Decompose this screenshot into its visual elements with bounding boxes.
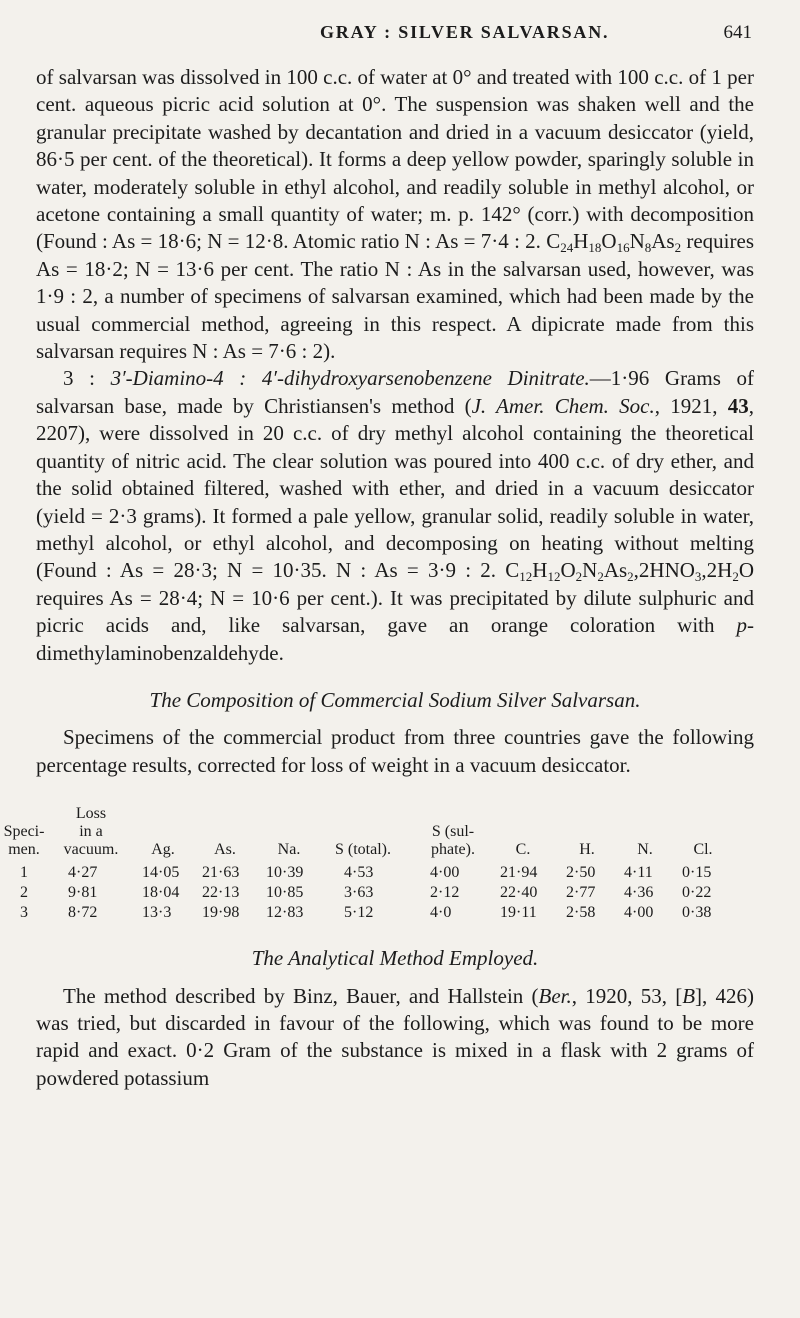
column-header: H. [579,841,595,859]
table-row: 3 8·72 13·3 19·98 12·83 5·12 4·0 19·11 2·58 4·00 0·38 [20,904,712,922]
column-header: N. [637,841,653,859]
paragraph-analytical: The method described by Binz, Bauer, and Hallstein (Ber., 1920, 53, [B], 426) was tried, but discarded in favour of the following, which was found to be more rapid and exact. 0·2 Gram of the substance is mixed in a flask with 2 grams of powdered potassium [36,983,754,1090]
compound-name: 3′-Diamino-4 : 4′-dihydroxyarsenobenzene Dinitrate. [110,366,590,391]
column-header: S (total). [335,841,391,859]
paragraph-dinitrate: 3 : 3′-Diamino-4 : 4′-dihydroxyarsenobenzene Dinitrate.—1·96 Grams of salvarsan base, made by Christiansen's method (J. Amer. Chem. Soc., 1921, 43, 2207), were dissolved in 20 c.c. of dry methyl alcohol containing the theoretical quantity of nitric acid. The clear solution was poured into 400 c.c. of dry ether, and the solid obtained filtered, washed with ether, and dried in a vacuum desiccator (yield = 2·3 grams). It formed a pale yellow, granular solid, readily soluble in water, methyl alcohol, or ethyl alcohol, and decomposing on heating without melting (Found : As = 28·3; N = 10·35. N : As = 3·9 : 2. $C_{12}H_{12}O_2N_2As_2,2HNO_3,2H_2O$ requires As = 28·4; N = 10·6 per cent.). It was precipitated by dilute sulphuric and picric acids and, like salvarsan, gave an orange coloration with p-dimethylaminobenzaldehyde. [36,366,754,665]
paragraph-picrate: of salvarsan was dissolved in 100 c.c. of water at 0° and treated with 100 c.c. of 1 per cent. aqueous picric acid solution at 0°. The suspension was shaken well and the granular precipitate washed by decantation and dried in a vacuum desiccator (yield, 86·5 per cent. of the theoretical). It forms a deep yellow powder, sparingly soluble in water, moderately soluble in ethyl alcohol, and readily soluble in methyl alcohol, or acetone containing a small quantity of water; m. p. 142° (corr.) with decomposition (Found : As = 18·6; N = 12·8. Atomic ratio N : As = 7·4 : 2. $C_{24}H_{18}O_{16}N_8As_2$ requires As = 18·2; N = 13·6 per cent. The ratio N : As in the salvarsan used, however, was 1·9 : 2, a number of specimens of salvarsan examined, which had been made by the usual commercial method, agreeing in this respect. A dipicrate made from this salvarsan requires N : As = 7·6 : 2). [36,65,754,364]
page-number: 641 [723,22,752,43]
table-row: 1 4·27 14·05 21·63 10·39 4·53 4·00 21·94 2·50 4·11 0·15 [20,864,712,882]
page-header [0,16,800,50]
table-row: 2 9·81 18·04 22·13 10·85 3·63 2·12 22·40 2·77 4·36 0·22 [20,884,712,902]
section-title-analytical: The Analytical Method Employed. [251,946,539,971]
column-header: Na. [277,841,301,859]
column-header: S (sul- phate). [431,823,475,859]
column-header: As. [214,841,236,859]
table-header [2,793,768,859]
paragraph-composition: Specimens of the commercial product from three countries gave the following percentage results, corrected for loss of weight in a vacuum desiccator. [36,725,754,777]
column-header: Loss in a vacuum. [63,805,119,859]
composition-table [2,793,768,922]
journal-citation: J. Amer. Chem. Soc. [471,393,655,418]
column-header: Cl. [693,841,713,859]
section-title-composition: The Composition of Commercial Sodium Silver Salvarsan. [149,687,641,712]
formula: $C_{24}H_{18}O_{16}N_8As_2$ [546,229,682,256]
column-header: Speci- men. [3,823,45,859]
formula: $C_{12}H_{12}O_2N_2As_2,2HNO_3,2H_2O$ [505,558,754,585]
journal-citation: Ber. [538,983,572,1008]
page-body [3,64,754,1092]
column-header: Ag. [151,841,175,859]
volume-number: 43 [727,393,749,418]
running-title: GRAY : SILVER SALVARSAN. [320,22,610,42]
column-header: C. [515,841,531,859]
